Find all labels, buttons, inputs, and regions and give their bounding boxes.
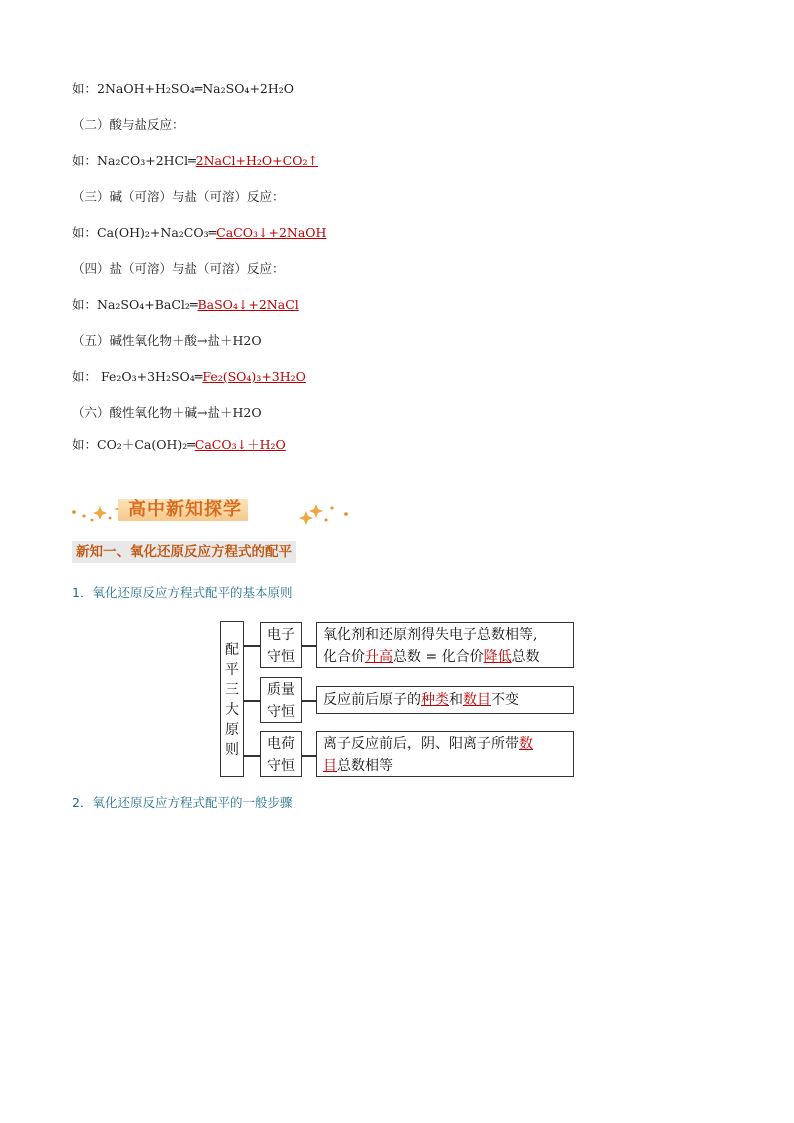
subheading-principles: 1．氧化还原反应方程式配平的基本原则 [72,585,293,600]
desc-line: 化合价升高总数 = 化合价降低总数 [323,649,540,665]
equation-left: 如：Na₂CO₃+2HCl═ [72,153,196,168]
row-mass-desc: 反应前后原子的种类和数目不变 [316,686,574,714]
row-charge-name [260,731,302,777]
example-line-1: 如：2NaOH+H₂SO₄═Na₂SO₄+2H₂O [72,81,295,96]
heading-acidic-oxide: （六）酸性氧化物＋碱→盐＋H2O [72,405,262,420]
answer-blank: BaSO₄↓+2NaCl [197,297,299,312]
subheading-steps: 2．氧化还原反应方程式配平的一般步骤 [72,795,293,810]
answer-blank: 种类 [421,692,449,708]
answer-blank: 降低 [483,649,512,665]
example-line-3 [72,225,326,241]
equation-left: 如：CO₂＋Ca(OH)₂═ [72,437,195,452]
row-name-text: 电荷守恒 [267,736,295,774]
heading-acid-salt: （二）酸与盐反应： [72,117,185,132]
desc-line: 离子反应前后，阴、阳离子所带数 [323,736,533,752]
equation-left: 如：Ca(OH)₂+Na₂CO₃═ [72,225,217,240]
answer-blank: CaCO₃↓＋H₂O [194,437,286,452]
example-line-2 [72,153,318,169]
section-heading: 新知一、氧化还原反应方程式的配平 [72,541,296,563]
heading-base-salt: （三）碱（可溶）与盐（可溶）反应： [72,189,285,204]
answer-blank: 2NaCl+H₂O+CO₂↑ [195,153,318,168]
example-line-6 [72,437,286,453]
row-name-text: 电子守恒 [267,627,295,665]
banner-title: 高中新知探学 [118,499,248,521]
answer-blank: 升高 [365,649,393,665]
row-electron-name [260,622,302,668]
answer-blank: 数目 [463,692,491,708]
row-charge-desc [316,731,574,777]
heading-basic-oxide: （五）碱性氧化物＋酸→盐＋H2O [72,333,262,348]
diagram-root [220,621,244,777]
desc-line: 氧化剂和还原剂得失电子总数相等, [323,627,538,643]
example-line-5 [72,369,306,385]
row-mass-name [260,677,302,723]
answer-blank: Fe₂(SO₄)₃+3H₂O [202,369,306,384]
heading-salt-salt: （四）盐（可溶）与盐（可溶）反应： [72,261,285,276]
equation-left: 如：Na₂SO₄+BaCl₂═ [72,297,198,312]
example-line-4 [72,297,299,313]
desc-line: 目总数相等 [323,758,393,774]
answer-blank: CaCO₃↓+2NaOH [216,225,327,240]
answer-blank: 目 [323,758,337,774]
row-electron-desc [316,622,574,668]
answer-blank: 数 [519,736,533,752]
equation-left: 如： Fe₂O₃+3H₂SO₄═ [72,369,203,384]
diagram-root-text: 配平三大原则 [225,642,239,758]
row-name-text: 质量守恒 [267,682,295,720]
